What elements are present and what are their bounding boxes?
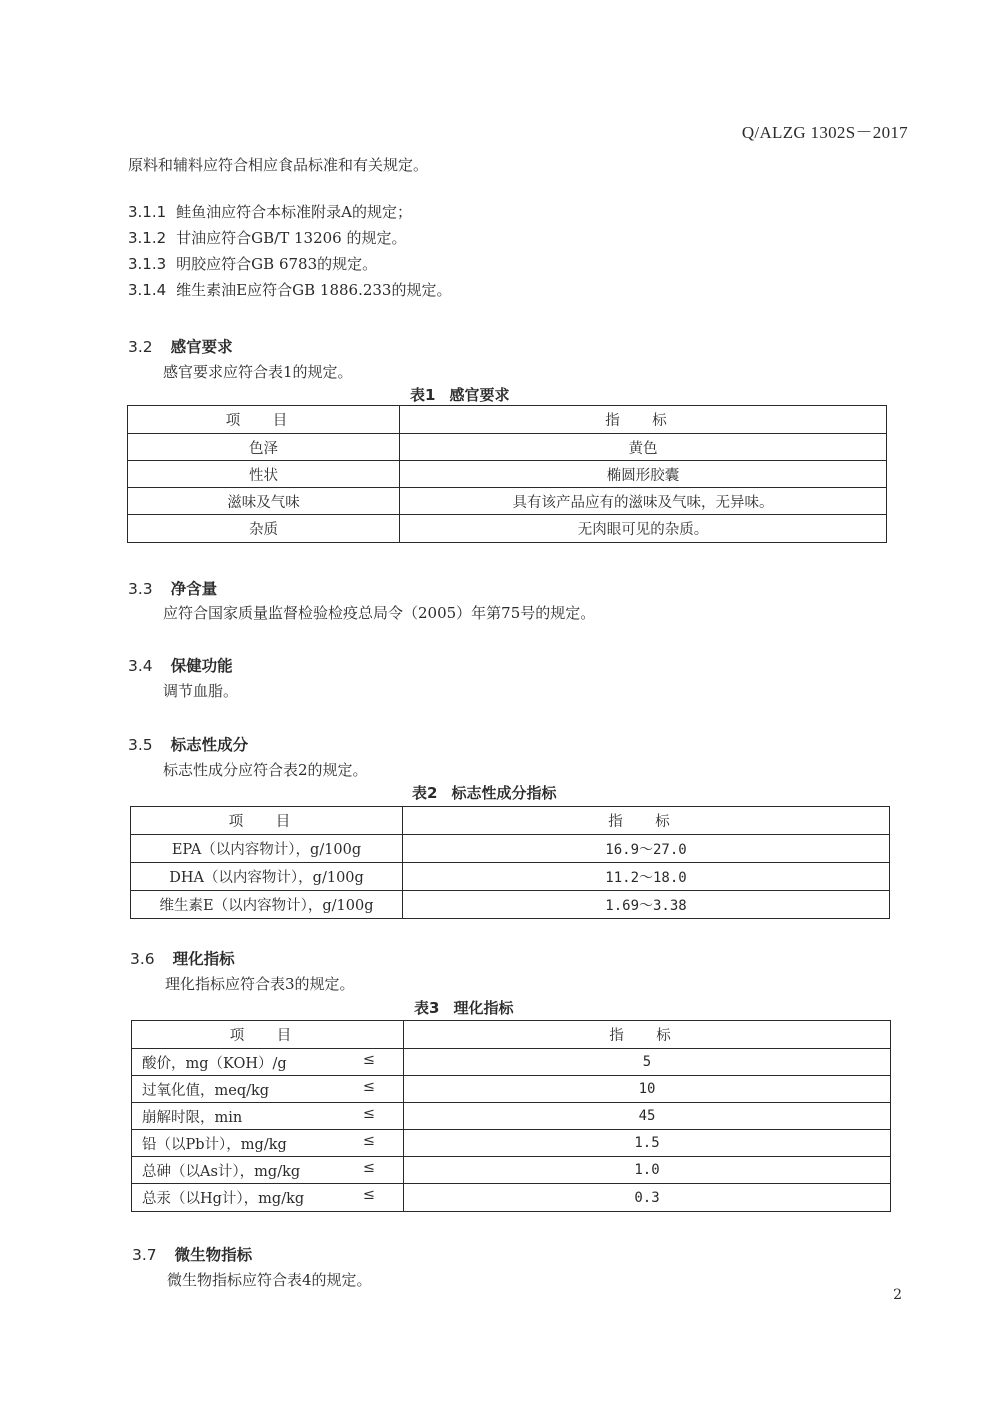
item-label: 总汞（以Hg计），mg/kg [142, 1191, 305, 1207]
standard-code: Q/ALZG 1302S－2017 [741, 123, 908, 142]
table-caption-number: 表1 [410, 386, 436, 404]
le-symbol: ≤ [362, 1105, 375, 1122]
le-symbol: ≤ [362, 1159, 375, 1176]
intro-paragraph: 原料和辅料应符合相应食品标准和有关规定。 [128, 156, 429, 174]
item-cell: 杂质 [128, 515, 400, 543]
section-heading-3-2 [128, 337, 233, 357]
section-number: 3.4 [128, 657, 153, 675]
indicator-cell: 16.9～27.0 [403, 835, 890, 863]
item-label: 崩解时限，min [142, 1109, 243, 1126]
item-cell: 性状 [128, 461, 400, 488]
indicator-cell: 黄色 [400, 434, 887, 461]
item-cell: EPA（以内容物计），g/100g [131, 835, 403, 863]
column-header-item: 项 目 [131, 807, 403, 835]
indicator-cell: 无肉眼可见的杂质。 [400, 515, 887, 543]
item-cell [132, 1157, 404, 1184]
section-title: 感官要求 [170, 338, 233, 356]
table-row [132, 1049, 891, 1076]
column-header-item: 项 目 [132, 1021, 404, 1049]
item-cell [132, 1103, 404, 1130]
section-heading-3-6 [130, 949, 235, 969]
table-row [128, 434, 887, 461]
table-row [128, 461, 887, 488]
table-caption-1 [410, 385, 509, 405]
section-title: 保健功能 [170, 657, 233, 675]
le-symbol: ≤ [362, 1132, 375, 1149]
section-title: 净含量 [170, 580, 218, 598]
section-heading-3-3 [128, 579, 217, 599]
column-header-indicator: 指 标 [400, 406, 887, 434]
table-header-row [131, 807, 890, 835]
table-row [132, 1103, 891, 1130]
column-header-indicator: 指 标 [403, 807, 890, 835]
page-number: 2 [893, 1287, 902, 1303]
item-cell [132, 1130, 404, 1157]
section-title: 标志性成分 [170, 736, 249, 754]
table-header-row [132, 1021, 891, 1049]
table-row [131, 863, 890, 891]
section-title: 微生物指标 [174, 1246, 253, 1264]
indicator-cell: 椭圆形胶囊 [400, 461, 887, 488]
table-row [128, 515, 887, 543]
indicator-cell: 具有该产品应有的滋味及气味，无异味。 [400, 488, 887, 515]
section-body-3-4: 调节血脂。 [163, 682, 239, 700]
item-label: 过氧化值，meq/kg [142, 1082, 270, 1099]
table-row [132, 1130, 891, 1157]
clause-number: 3.1.1 [128, 203, 167, 221]
table-row [131, 891, 890, 919]
indicator-cell: 5 [404, 1049, 891, 1076]
clause-text: 甘油应符合GB/T 13206 的规定。 [176, 229, 407, 247]
section-body-3-5: 标志性成分应符合表2的规定。 [163, 761, 368, 779]
column-header-indicator: 指 标 [404, 1021, 891, 1049]
clause-3-1-3 [128, 254, 377, 274]
clause-3-1-2 [128, 228, 407, 248]
clause-3-1-1 [128, 202, 412, 222]
item-cell: 维生素E（以内容物计），g/100g [131, 891, 403, 919]
le-symbol: ≤ [362, 1187, 375, 1203]
item-label: 总砷（以As计），mg/kg [142, 1163, 301, 1180]
table-row [131, 835, 890, 863]
marker-component-table [130, 806, 890, 919]
section-body-3-2: 感官要求应符合表1的规定。 [163, 363, 353, 381]
item-label: 铅（以Pb计），mg/kg [142, 1136, 287, 1153]
clause-text: 维生素油E应符合GB 1886.233的规定。 [176, 281, 452, 299]
item-cell [132, 1184, 404, 1212]
clause-number: 3.1.3 [128, 255, 167, 273]
section-number: 3.7 [132, 1246, 157, 1264]
clause-text: 鲑鱼油应符合本标准附录A的规定； [176, 203, 413, 221]
section-number: 3.2 [128, 338, 153, 356]
indicator-cell: 1.0 [404, 1157, 891, 1184]
indicator-cell: 1.5 [404, 1130, 891, 1157]
section-title: 理化指标 [172, 950, 235, 968]
indicator-cell: 10 [404, 1076, 891, 1103]
section-body-3-7: 微生物指标应符合表4的规定。 [167, 1271, 372, 1289]
table-caption-title: 感官要求 [449, 386, 510, 404]
column-header-item: 项 目 [128, 406, 400, 434]
clause-text: 明胶应符合GB 6783的规定。 [176, 255, 378, 273]
table-caption-title: 标志性成分指标 [451, 784, 557, 802]
clause-number: 3.1.4 [128, 281, 167, 299]
clause-number: 3.1.2 [128, 229, 167, 247]
table-caption-3 [414, 998, 513, 1018]
section-heading-3-5 [128, 735, 248, 755]
table-caption-number: 表3 [414, 999, 440, 1017]
section-body-3-6: 理化指标应符合表3的规定。 [165, 975, 355, 993]
section-heading-3-7 [132, 1245, 252, 1265]
item-cell: DHA（以内容物计），g/100g [131, 863, 403, 891]
table-row [132, 1076, 891, 1103]
indicator-cell: 45 [404, 1103, 891, 1130]
table-row [132, 1184, 891, 1212]
table-row [132, 1157, 891, 1184]
item-cell [132, 1076, 404, 1103]
section-number: 3.6 [130, 950, 155, 968]
item-cell: 色泽 [128, 434, 400, 461]
item-cell: 滋味及气味 [128, 488, 400, 515]
section-body-3-3: 应符合国家质量监督检验检疫总局令（2005）年第75号的规定。 [163, 604, 596, 622]
item-label: 酸价，mg（KOH）/g [142, 1055, 287, 1072]
section-number: 3.5 [128, 736, 153, 754]
physicochemical-table [131, 1020, 891, 1212]
table-caption-title: 理化指标 [453, 999, 514, 1017]
le-symbol: ≤ [362, 1051, 375, 1068]
table-header-row [128, 406, 887, 434]
indicator-cell: 1.69～3.38 [403, 891, 890, 919]
section-number: 3.3 [128, 580, 153, 598]
indicator-cell: 11.2～18.0 [403, 863, 890, 891]
clause-3-1-4 [128, 280, 451, 300]
item-cell [132, 1049, 404, 1076]
indicator-cell: 0.3 [404, 1184, 891, 1212]
table-row [128, 488, 887, 515]
table-caption-2 [412, 783, 556, 803]
section-heading-3-4 [128, 656, 233, 676]
sensory-table [127, 405, 887, 543]
table-caption-number: 表2 [412, 784, 438, 802]
le-symbol: ≤ [362, 1078, 375, 1095]
